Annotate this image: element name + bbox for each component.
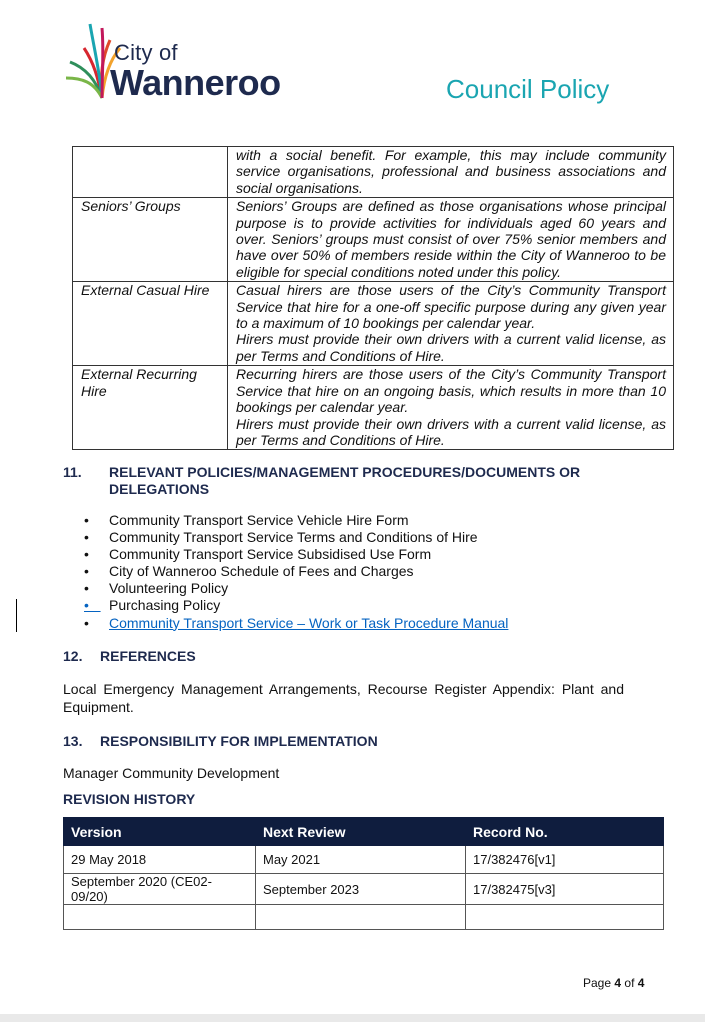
column-header: Version <box>64 818 256 846</box>
bullet-icon: • <box>84 512 89 528</box>
definition-paragraph: Hirers must provide their own drivers with a current valid license, as per Terms and Conditions of Hire. <box>236 331 666 364</box>
section-title-line: DELEGATIONS <box>109 481 210 497</box>
definition-paragraph: Seniors’ Groups are defined as those organisations whose principal purpose is to provide activities for individuals aged 60 years and over. Seniors’ groups must consist of over 75% senior members and have over 50% of members reside within the City of Wanneroo to be eligible for special conditions noted under this policy. <box>236 198 666 280</box>
definition-term: External Recurring Hire <box>73 366 228 450</box>
list-item-text: Volunteering Policy <box>109 580 229 597</box>
section-title: RESPONSIBILITY FOR IMPLEMENTATION <box>100 733 378 749</box>
definition-term: External Casual Hire <box>73 282 228 366</box>
definition-text <box>228 366 674 450</box>
table-cell: 29 May 2018 <box>64 846 256 874</box>
definition-paragraph: Recurring hirers are those users of the City’s Community Transport Service that hire on an ongoing basis, which results in more than 10 bookings per calendar year. <box>236 366 666 416</box>
bullet-icon: • <box>84 529 89 546</box>
section-13-heading <box>63 733 623 751</box>
procedure-manual-link[interactable]: Community Transport Service – Work or Task Procedure Manual <box>109 614 509 631</box>
table-cell: May 2021 <box>256 846 466 874</box>
document-type-title: Council Policy <box>446 74 610 104</box>
list-item <box>84 546 508 563</box>
bullet-icon: • <box>84 546 89 563</box>
list-item-text: Community Transport Service Vehicle Hire Form <box>109 512 409 528</box>
section-title: REFERENCES <box>100 648 196 664</box>
definition-row <box>73 198 674 282</box>
definition-paragraph: Hirers must provide their own drivers with a current valid license, as per Terms and Conditions of Hire. <box>236 415 666 448</box>
section-number: 11. <box>63 464 82 480</box>
section-12-heading <box>63 648 623 666</box>
definition-text <box>228 147 674 198</box>
definition-term: Seniors’ Groups <box>73 198 228 282</box>
revision-history-table <box>63 817 664 930</box>
table-row <box>64 846 664 874</box>
definition-text <box>228 198 674 282</box>
list-item <box>84 580 508 597</box>
definitions-table <box>72 146 674 450</box>
table-cell <box>466 905 664 930</box>
references-text: Local Emergency Management Arrangements, Recourse Register Appendix: Plant and Equipment. <box>63 681 624 715</box>
section-number: 12. <box>63 648 83 664</box>
revision-history-title: REVISION HISTORY <box>63 791 196 807</box>
section-title <box>109 464 580 498</box>
list-item <box>84 615 508 632</box>
bullet-icon: • <box>84 563 89 580</box>
list-item <box>84 597 508 614</box>
bullet-icon: • <box>84 597 101 614</box>
list-item <box>84 512 508 529</box>
list-item-text: Purchasing Policy <box>109 597 221 614</box>
list-item-text: Community Transport Service Subsidised Use Form <box>109 546 432 563</box>
section-title-line: RELEVANT POLICIES/MANAGEMENT PROCEDURES/DOCUMENTS OR <box>109 464 581 480</box>
table-cell: 17/382476[v1] <box>466 846 664 874</box>
column-header: Record No. <box>466 818 664 846</box>
definition-text <box>228 282 674 366</box>
city-of-wanneroo-logo <box>64 18 304 104</box>
section-number: 13. <box>63 733 83 749</box>
total-pages: 4 <box>637 976 645 990</box>
definition-term <box>73 147 228 198</box>
logo-wanneroo-text: Wanneroo <box>110 62 281 103</box>
current-page: 4 <box>614 976 622 990</box>
definition-row <box>73 147 674 198</box>
definition-row <box>73 366 674 450</box>
related-documents-list <box>84 512 508 632</box>
table-cell: 17/382475[v3] <box>466 874 664 905</box>
table-cell <box>64 905 256 930</box>
of-label: of <box>624 976 635 990</box>
bullet-icon: • <box>84 580 89 597</box>
table-row <box>64 905 664 930</box>
table-header-row <box>64 818 664 846</box>
list-item-text: City of Wanneroo Schedule of Fees and Charges <box>109 563 414 580</box>
section-11-heading <box>63 464 623 500</box>
page-label: Page <box>583 976 612 990</box>
definition-paragraph: Casual hirers are those users of the City’s Community Transport Service that hire for a one-off specific purpose during any given year to a maximum of 10 bookings per calendar year. <box>236 282 666 332</box>
table-cell: September 2023 <box>256 874 466 905</box>
table-cell <box>256 905 466 930</box>
definition-paragraph: with a social benefit. For example, this may include community service organisations, professional and business associations and social organisations. <box>236 147 666 196</box>
bullet-icon: • <box>84 614 89 631</box>
list-item <box>84 563 508 580</box>
definition-row <box>73 282 674 366</box>
table-row <box>64 874 664 905</box>
page-bottom-edge <box>0 1014 705 1022</box>
list-item <box>84 529 508 546</box>
logo-city-text: City of <box>114 40 178 65</box>
responsibility-text: Manager Community Development <box>63 765 280 781</box>
table-cell: September 2020 (CE02-09/20) <box>64 874 256 905</box>
revision-change-bar <box>16 599 17 632</box>
column-header: Next Review <box>256 818 466 846</box>
page-number <box>583 976 644 990</box>
list-item-text: Community Transport Service Terms and Conditions of Hire <box>109 529 478 546</box>
